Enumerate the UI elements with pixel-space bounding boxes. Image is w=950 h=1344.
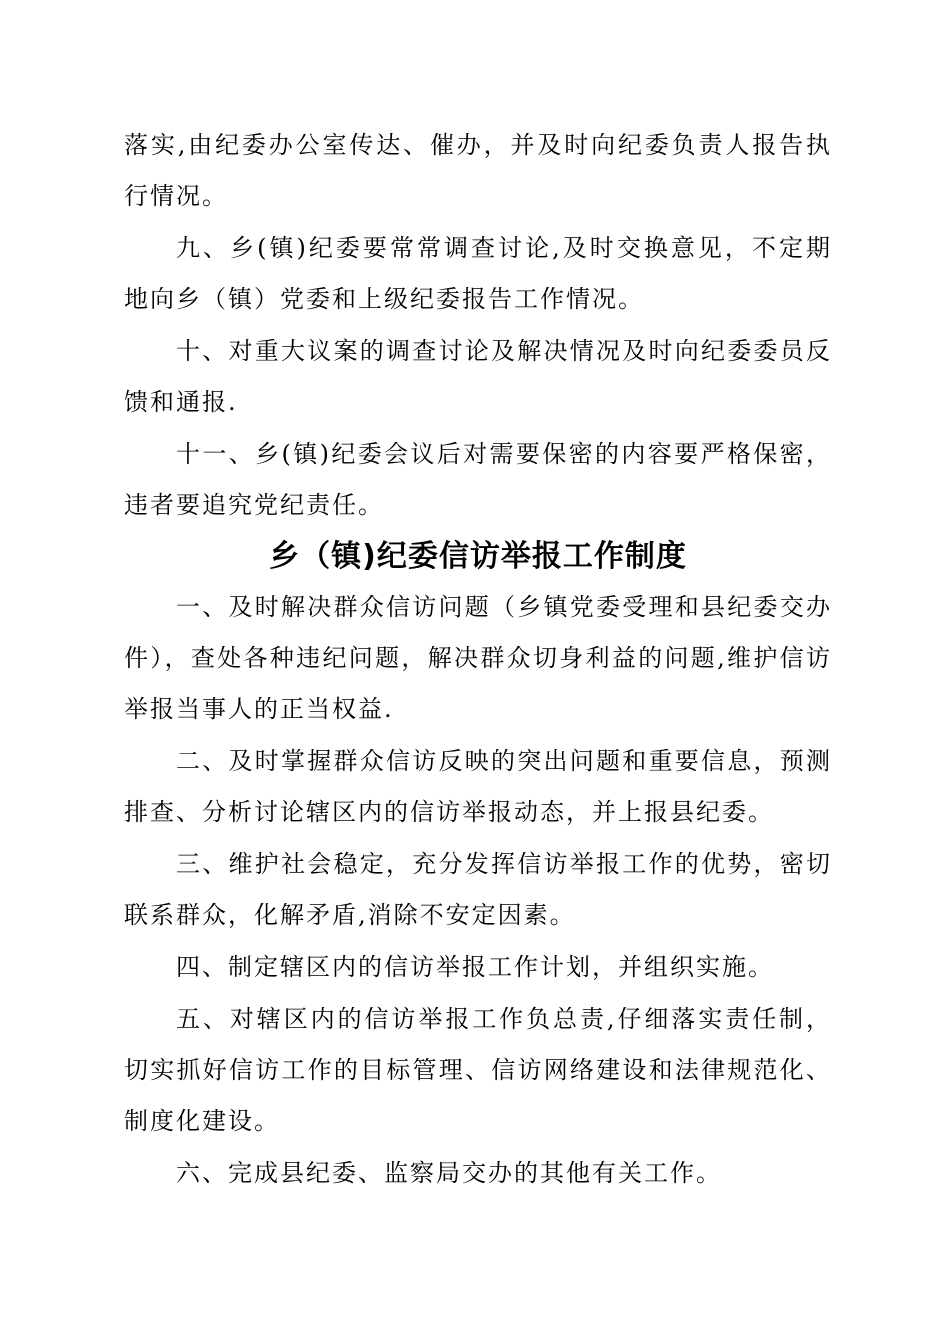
paragraph-item-2: 二、及时掌握群众信访反映的突出问题和重要信息，预测排查、分析讨论辖区内的信访举报动态，并上报县纪委。 <box>124 747 832 826</box>
paragraph-item-1: 一、及时解决群众信访问题（乡镇党委受理和县纪委交办件），查处各种违纪问题，解决群众切身利益的问题,维护信访举报当事人的正当权益. <box>124 593 832 723</box>
paragraph-item-9: 九、乡(镇)纪委要常常调查讨论,及时交换意见，不定期地向乡（镇）党委和上级纪委报告工作情况。 <box>124 234 832 313</box>
paragraph-item-3: 三、维护社会稳定，充分发挥信访举报工作的优势，密切联系群众，化解矛盾,消除不安定因素。 <box>124 850 832 929</box>
paragraph-item-6: 六、完成县纪委、监察局交办的其他有关工作。 <box>176 1159 722 1187</box>
paragraph-item-10: 十、对重大议案的调查讨论及解决情况及时向纪委委员反馈和通报. <box>124 337 832 416</box>
paragraph-item-11: 十一、乡(镇)纪委会议后对需要保密的内容要严格保密，违者要追究党纪责任。 <box>124 440 832 519</box>
paragraph-item-5: 五、对辖区内的信访举报工作负总责,仔细落实责任制，切实抓好信访工作的目标管理、信访网络建设和法律规范化、制度化建设。 <box>124 1005 832 1135</box>
paragraph-continuation: 落实,由纪委办公室传达、催办，并及时向纪委负责人报告执行情况。 <box>124 131 832 210</box>
document-page <box>124 120 832 1200</box>
section-title: 乡（镇)纪委信访举报工作制度 <box>269 539 687 574</box>
paragraph-item-4: 四、制定辖区内的信访举报工作计划，并组织实施。 <box>176 953 774 981</box>
